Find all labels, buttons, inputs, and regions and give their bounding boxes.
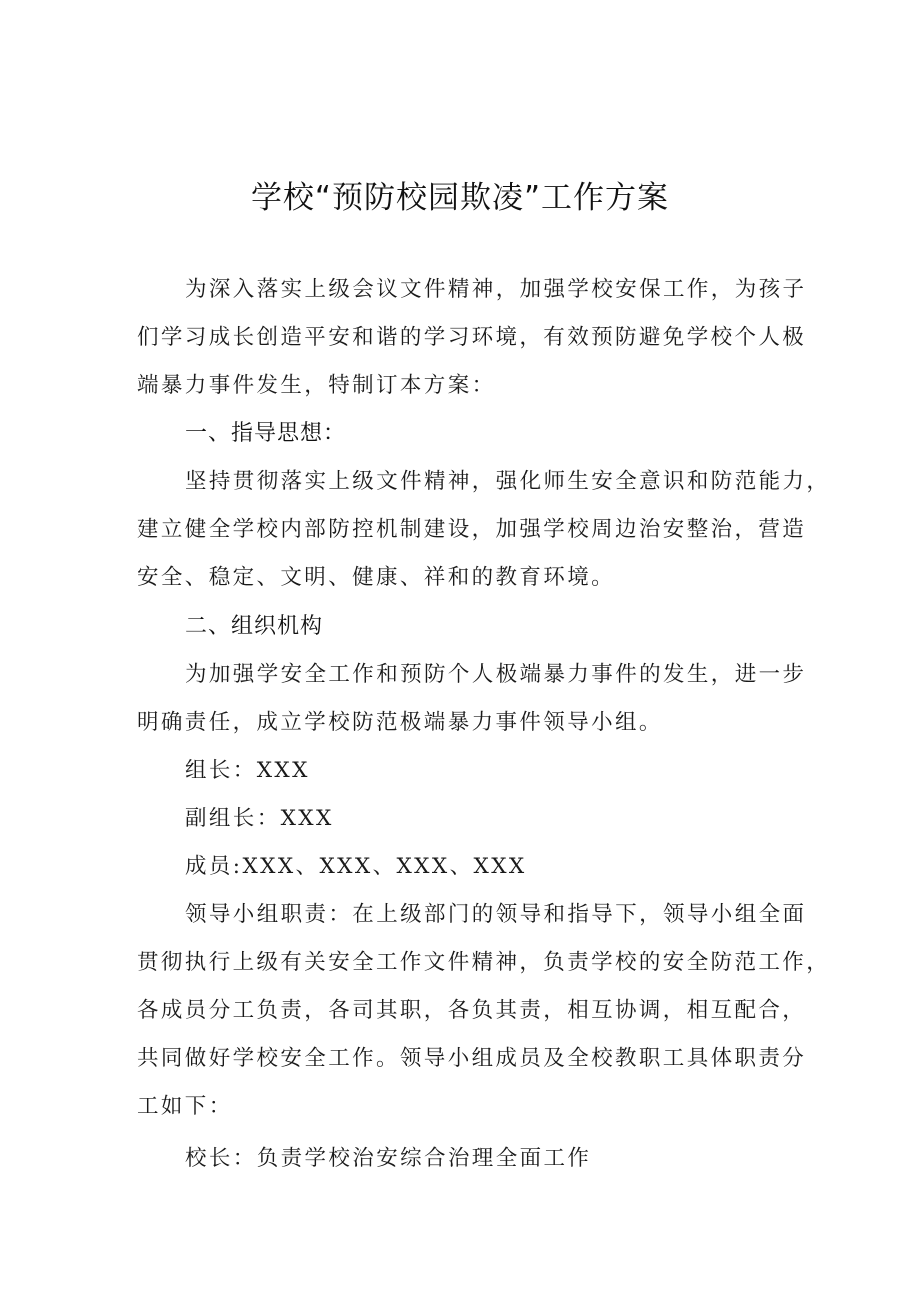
paragraph-line: 们学习成长创造平安和谐的学习环境，有效预防避免学校个人极 <box>137 325 807 350</box>
guiding-thought-paragraph <box>137 458 831 602</box>
paragraph-line: 端暴力事件发生，特制订本方案： <box>137 373 496 398</box>
paragraph-line: 为加强学安全工作和预防个人极端暴力事件的发生，进一步 <box>185 662 807 687</box>
section-heading-organization: 二、组织机构 <box>185 614 324 639</box>
intro-paragraph <box>137 266 807 410</box>
members-line: 成员:XXX、XXX、XXX、XXX <box>185 854 527 879</box>
paragraph-line: 建立健全学校内部防控机制建设，加强学校周边治安整治，营造 <box>137 517 807 542</box>
paragraph-line: 贯彻执行上级有关安全工作文件精神，负责学校的安全防范工作， <box>137 950 831 975</box>
paragraph-line: 领导小组职责：在上级部门的领导和指导下，领导小组全面 <box>185 902 807 927</box>
paragraph-line: 共同做好学校安全工作。领导小组成员及全校教职工具体职责分 <box>137 1046 807 1071</box>
paragraph-line: 各成员分工负责，各司其职，各负其责，相互协调，相互配合， <box>137 998 807 1023</box>
principal-duty-line: 校长：负责学校治安综合治理全面工作 <box>185 1146 592 1171</box>
section-heading-guiding-thought: 一、指导思想： <box>185 421 347 446</box>
paragraph-line: 工如下： <box>137 1094 233 1119</box>
deputy-leader-line: 副组长：XXX <box>185 806 334 831</box>
leader-line: 组长：XXX <box>185 758 310 783</box>
paragraph-line: 明确责任，成立学校防范极端暴力事件领导小组。 <box>137 710 663 735</box>
paragraph-line: 坚持贯彻落实上级文件精神，强化师生安全意识和防范能力， <box>185 469 831 494</box>
document-title: 学校“预防校园欺凌”工作方案 <box>250 180 670 216</box>
paragraph-line: 安全、稳定、文明、健康、祥和的教育环境。 <box>137 565 616 590</box>
paragraph-line: 为深入落实上级会议文件精神，加强学校安保工作，为孩子 <box>185 277 807 302</box>
organization-paragraph <box>137 651 831 1183</box>
